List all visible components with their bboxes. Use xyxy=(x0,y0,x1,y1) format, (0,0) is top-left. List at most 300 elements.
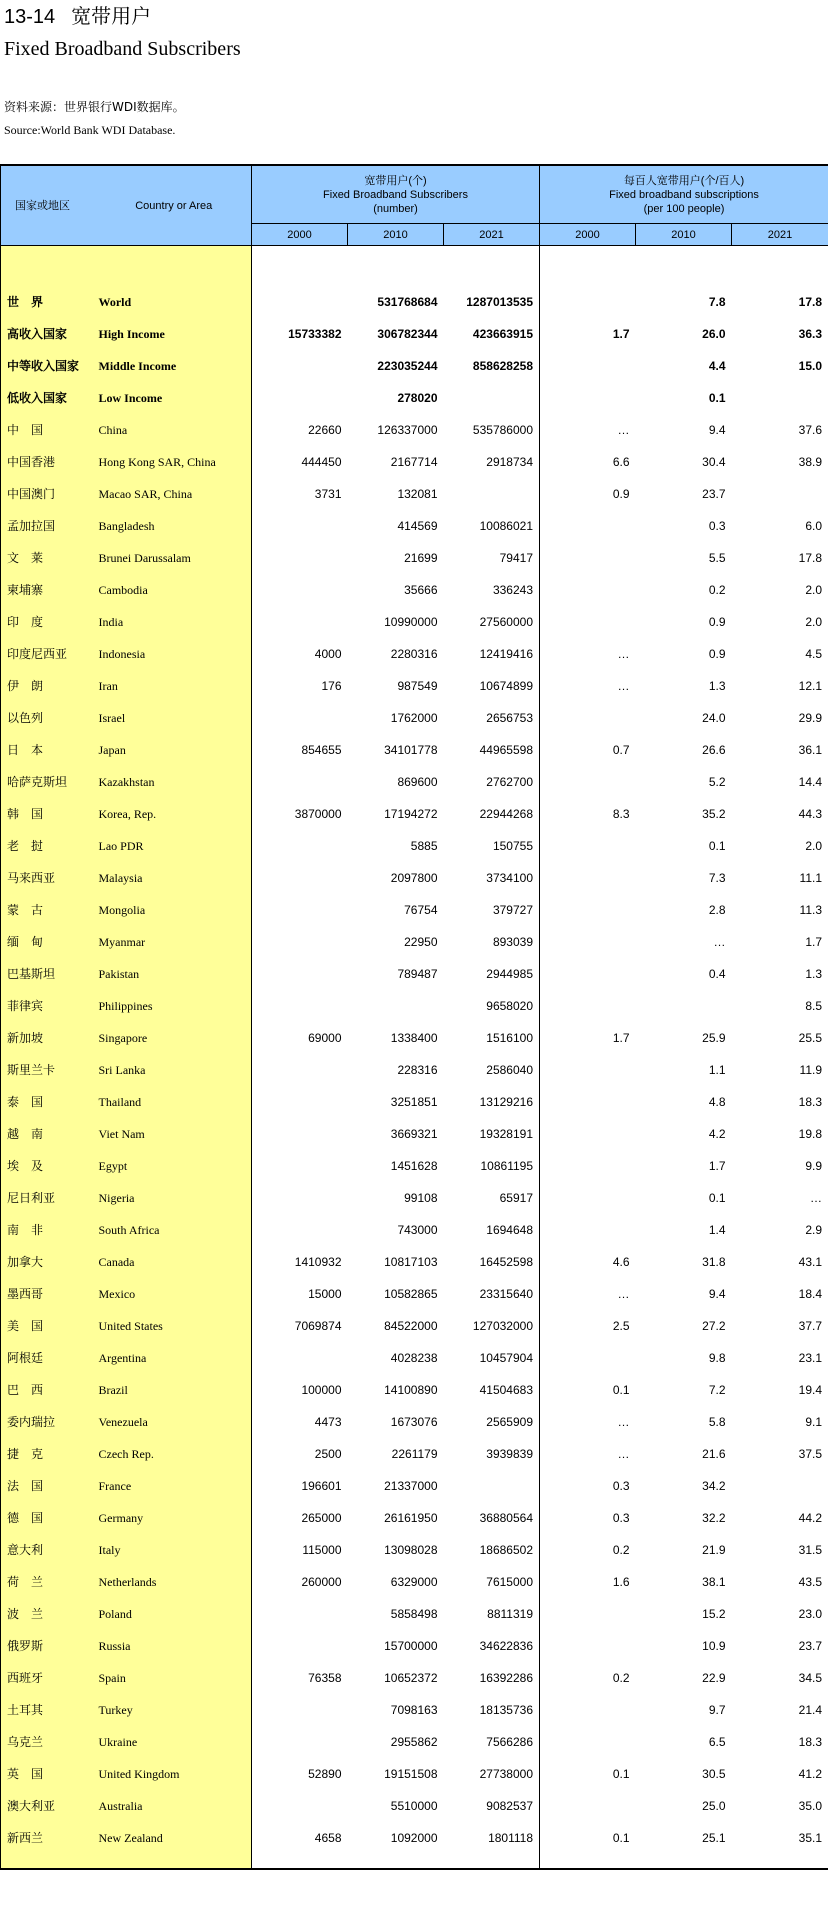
subscribers-value: 531768684 xyxy=(377,295,438,309)
country-name-cn: 以色列 xyxy=(1,702,97,734)
country-name-cn: 高收入国家 xyxy=(1,318,97,350)
subscribers-value: 1516100 xyxy=(444,1022,540,1054)
per-100-value: 0.1 xyxy=(612,1831,630,1845)
group2-unit: (per 100 people) xyxy=(643,202,725,215)
country-name-en: China xyxy=(97,414,252,446)
subscribers-value: 23315640 xyxy=(444,1278,540,1310)
subscribers-value: 76358 xyxy=(308,1671,342,1685)
per-100-value: 4.4 xyxy=(708,359,726,373)
country-name-en: Brazil xyxy=(97,1374,252,1406)
per-100-value: 0.2 xyxy=(612,1671,630,1685)
subscribers-value: 7615000 xyxy=(444,1566,540,1598)
per-100-value: 30.5 xyxy=(702,1767,726,1781)
per-100-value: 9.9 xyxy=(732,1150,828,1182)
end-cell xyxy=(540,1854,636,1869)
per-100-value: 2.0 xyxy=(732,574,828,606)
year-header: 2000 xyxy=(540,224,636,246)
subscribers-value xyxy=(252,350,348,382)
per-100-value: 25.5 xyxy=(732,1022,828,1054)
table-row xyxy=(1,1758,828,1790)
subscribers-value: 84522000 xyxy=(384,1319,438,1333)
per-100-value: 2.9 xyxy=(732,1214,828,1246)
end-cell xyxy=(348,1854,444,1869)
per-100-value: 11.9 xyxy=(732,1054,828,1086)
year-header: 2010 xyxy=(348,224,444,246)
subscribers-value: 1762000 xyxy=(390,711,438,725)
per-100-value: 27.2 xyxy=(702,1319,726,1333)
subscribers-value xyxy=(252,1118,348,1150)
country-name-cn: 哈萨克斯坦 xyxy=(1,766,97,798)
subscribers-value xyxy=(252,1598,348,1630)
broadband-table-container xyxy=(0,164,828,1870)
per-100-value xyxy=(540,1182,636,1214)
table-row xyxy=(1,1694,828,1726)
table-row xyxy=(1,958,828,990)
per-100-value xyxy=(732,478,828,510)
per-100-value: 25.0 xyxy=(702,1799,726,1813)
subscribers-value: 17194272 xyxy=(384,807,438,821)
subscribers-value: 2656753 xyxy=(444,702,540,734)
country-name-cn: 中等收入国家 xyxy=(1,350,97,382)
spacer-cell xyxy=(348,246,444,287)
subscribers-value: 99108 xyxy=(404,1191,438,1205)
subscribers-value: 7098163 xyxy=(390,1703,438,1717)
end-cell xyxy=(636,1854,732,1869)
subscribers-value: 41504683 xyxy=(444,1374,540,1406)
country-name-en: New Zealand xyxy=(97,1822,252,1854)
country-name-cn: 新加坡 xyxy=(1,1022,97,1054)
table-row xyxy=(1,734,828,766)
table-row xyxy=(1,606,828,638)
per-100-value: 37.5 xyxy=(732,1438,828,1470)
per-100-value: 0.9 xyxy=(708,615,726,629)
per-100-value: 7.3 xyxy=(708,871,726,885)
subscribers-value: 1694648 xyxy=(444,1214,540,1246)
per-100-value: 0.1 xyxy=(612,1383,630,1397)
subscribers-value: 65917 xyxy=(444,1182,540,1214)
per-100-value: 9.8 xyxy=(708,1351,726,1365)
subscribers-value: 10457904 xyxy=(444,1342,540,1374)
per-100-value xyxy=(540,542,636,574)
subscribers-value: 10861195 xyxy=(444,1150,540,1182)
per-100-value: 6.0 xyxy=(732,510,828,542)
per-100-value xyxy=(540,1694,636,1726)
country-name-en: Poland xyxy=(97,1598,252,1630)
table-number: 13-14 xyxy=(4,6,56,28)
table-title xyxy=(4,4,151,30)
table-row xyxy=(1,1086,828,1118)
table-row xyxy=(1,382,828,414)
subscribers-value: 9658020 xyxy=(444,990,540,1022)
table-row xyxy=(1,894,828,926)
per-100-value: 0.1 xyxy=(708,1191,726,1205)
per-100-value xyxy=(540,990,636,1022)
per-100-value: 25.9 xyxy=(702,1031,726,1045)
country-name-en: United States xyxy=(97,1310,252,1342)
subscribers-value xyxy=(252,606,348,638)
country-name-en: Russia xyxy=(97,1630,252,1662)
per-100-value: 1.6 xyxy=(612,1575,630,1589)
country-name-en: Myanmar xyxy=(97,926,252,958)
per-100-value: 19.8 xyxy=(732,1118,828,1150)
subscribers-value: 34622836 xyxy=(444,1630,540,1662)
per-100-value: 30.4 xyxy=(702,455,726,469)
subscribers-value: 22660 xyxy=(308,423,342,437)
group1-label-cn: 宽带用户(个) xyxy=(364,174,427,187)
table-row xyxy=(1,1150,828,1182)
subscribers-value xyxy=(252,766,348,798)
subscribers-value: 52890 xyxy=(308,1767,342,1781)
subscribers-value xyxy=(252,286,348,318)
subscribers-value xyxy=(444,1470,540,1502)
per-100-value: 14.4 xyxy=(732,766,828,798)
subscribers-value: 22950 xyxy=(404,935,438,949)
subscribers-value: 789487 xyxy=(397,967,438,981)
per-100-value: 22.9 xyxy=(702,1671,726,1685)
year-header: 2010 xyxy=(636,224,732,246)
end-cell xyxy=(1,1854,97,1869)
country-name-cn: 柬埔寨 xyxy=(1,574,97,606)
subscribers-value: 27738000 xyxy=(444,1758,540,1790)
subscribers-value: 69000 xyxy=(308,1031,342,1045)
subscribers-value: 16392286 xyxy=(444,1662,540,1694)
table-row xyxy=(1,766,828,798)
subscribers-value: 2167714 xyxy=(390,455,438,469)
table-row xyxy=(1,1662,828,1694)
subscribers-value: 3251851 xyxy=(390,1095,438,1109)
subscribers-value xyxy=(252,382,348,414)
per-100-value: 10.9 xyxy=(702,1639,726,1653)
per-100-value: 8.3 xyxy=(612,807,630,821)
subscribers-value: 26161950 xyxy=(384,1511,438,1525)
end-cell xyxy=(252,1854,348,1869)
subscribers-value xyxy=(252,1086,348,1118)
per-100-value: 26.6 xyxy=(702,743,726,757)
per-100-value: 21.6 xyxy=(702,1447,726,1461)
country-name-en: Bangladesh xyxy=(97,510,252,542)
table-row xyxy=(1,1726,828,1758)
per-100-value: 38.1 xyxy=(702,1575,726,1589)
country-name-cn: 越 南 xyxy=(1,1118,97,1150)
subscribers-value: 15000 xyxy=(308,1287,342,1301)
country-name-en: Viet Nam xyxy=(97,1118,252,1150)
country-name-en: Netherlands xyxy=(97,1566,252,1598)
per-100-value: 5.8 xyxy=(708,1415,726,1429)
subscribers-value: 126337000 xyxy=(377,423,438,437)
per-100-value: … xyxy=(617,423,630,437)
subscribers-value: 260000 xyxy=(301,1575,342,1589)
subscribers-value: 132081 xyxy=(397,487,438,501)
subscribers-value xyxy=(252,958,348,990)
country-name-cn: 中国香港 xyxy=(1,446,97,478)
per-100-value: 34.5 xyxy=(732,1662,828,1694)
subscribers-value: 423663915 xyxy=(444,318,540,350)
table-body xyxy=(1,246,828,1870)
per-100-value: 29.9 xyxy=(732,702,828,734)
per-100-value: 25.1 xyxy=(702,1831,726,1845)
country-name-cn: 印度尼西亚 xyxy=(1,638,97,670)
table-row xyxy=(1,830,828,862)
table-row xyxy=(1,286,828,318)
country-name-cn: 世 界 xyxy=(1,286,97,318)
per-100-value: 1.3 xyxy=(732,958,828,990)
per-100-value: 5.2 xyxy=(708,775,726,789)
table-row xyxy=(1,862,828,894)
country-name-cn: 埃 及 xyxy=(1,1150,97,1182)
subscribers-value: 3731 xyxy=(314,487,342,501)
subscribers-value: 15700000 xyxy=(384,1639,438,1653)
subscribers-value: 858628258 xyxy=(444,350,540,382)
country-name-cn: 新西兰 xyxy=(1,1822,97,1854)
subscribers-value xyxy=(252,1214,348,1246)
subscribers-value xyxy=(252,990,348,1022)
country-name-cn: 尼日利亚 xyxy=(1,1182,97,1214)
subscribers-value: 223035244 xyxy=(377,359,438,373)
country-name-en: Israel xyxy=(97,702,252,734)
subscribers-value: 336243 xyxy=(444,574,540,606)
per-100-value: 23.7 xyxy=(702,487,726,501)
subscribers-value: 1410932 xyxy=(294,1255,342,1269)
subscribers-value: 10990000 xyxy=(384,615,438,629)
per-100-value xyxy=(732,382,828,414)
per-100-value xyxy=(540,1150,636,1182)
per-100-value: 15.0 xyxy=(732,350,828,382)
per-100-value: 0.3 xyxy=(708,519,726,533)
subscribers-value: 2918734 xyxy=(444,446,540,478)
per-100-value: 1.7 xyxy=(708,1159,726,1173)
per-100-value: 1.1 xyxy=(708,1063,726,1077)
per-100-value: 37.7 xyxy=(732,1310,828,1342)
subscribers-value: 2261179 xyxy=(391,1447,438,1461)
subscribers-value: 22944268 xyxy=(444,798,540,830)
subscribers-value: 34101778 xyxy=(384,743,438,757)
per-100-value: 9.7 xyxy=(708,1703,726,1717)
subscribers-value: 854655 xyxy=(301,743,342,757)
subscribers-value: 13098028 xyxy=(384,1543,438,1557)
subscribers-value xyxy=(252,1630,348,1662)
subscribers-value: 100000 xyxy=(301,1383,342,1397)
country-name-en: France xyxy=(97,1470,252,1502)
per-100-value xyxy=(540,574,636,606)
subscribers-value: 15733382 xyxy=(288,327,342,341)
per-100-value: 21.4 xyxy=(732,1694,828,1726)
per-100-value: 9.4 xyxy=(708,423,726,437)
per-100-value: … xyxy=(617,647,630,661)
country-name-cn: 荷 兰 xyxy=(1,1566,97,1598)
per-100-value xyxy=(540,1054,636,1086)
subscribers-value xyxy=(252,830,348,862)
country-name-cn: 俄罗斯 xyxy=(1,1630,97,1662)
end-cell xyxy=(97,1854,252,1869)
per-100-value: 0.9 xyxy=(708,647,726,661)
country-name-cn: 委内瑞拉 xyxy=(1,1406,97,1438)
country-name-en: United Kingdom xyxy=(97,1758,252,1790)
country-name-en: Cambodia xyxy=(97,574,252,606)
country-name-en: Philippines xyxy=(97,990,252,1022)
country-name-cn: 韩 国 xyxy=(1,798,97,830)
per-100-value xyxy=(540,1214,636,1246)
subscribers-value: 19328191 xyxy=(444,1118,540,1150)
table-row xyxy=(1,510,828,542)
subscribers-value: 27560000 xyxy=(444,606,540,638)
per-100-value: 24.0 xyxy=(702,711,726,725)
country-name-cn: 老 挝 xyxy=(1,830,97,862)
subscribers-value: 2565909 xyxy=(444,1406,540,1438)
per-100-value: 43.5 xyxy=(732,1566,828,1598)
country-name-en: High Income xyxy=(97,318,252,350)
per-100-value: 41.2 xyxy=(732,1758,828,1790)
subscribers-value: 79417 xyxy=(444,542,540,574)
subscribers-value: 21337000 xyxy=(384,1479,438,1493)
per-100-value: 0.2 xyxy=(612,1543,630,1557)
year-header: 2000 xyxy=(252,224,348,246)
subscribers-value xyxy=(252,574,348,606)
per-100-value xyxy=(540,1118,636,1150)
subscribers-value: 176 xyxy=(321,679,342,693)
country-name-en: Canada xyxy=(97,1246,252,1278)
subscribers-value: 3939839 xyxy=(444,1438,540,1470)
table-row xyxy=(1,1470,828,1502)
per-100-value: 1.7 xyxy=(612,1031,630,1045)
per-100-value: 38.9 xyxy=(732,446,828,478)
table-row xyxy=(1,542,828,574)
table-row xyxy=(1,1310,828,1342)
per-100-value: 35.1 xyxy=(732,1822,828,1854)
per-100-value: 44.3 xyxy=(732,798,828,830)
table-row xyxy=(1,446,828,478)
country-name-en: Nigeria xyxy=(97,1182,252,1214)
subscribers-value: 4658 xyxy=(314,1831,342,1845)
country-name-cn: 泰 国 xyxy=(1,1086,97,1118)
country-name-cn: 英 国 xyxy=(1,1758,97,1790)
country-name-en: Australia xyxy=(97,1790,252,1822)
country-name-cn: 南 非 xyxy=(1,1214,97,1246)
country-name-en: Italy xyxy=(97,1534,252,1566)
subscribers-value: 3734100 xyxy=(444,862,540,894)
per-100-value: 18.4 xyxy=(732,1278,828,1310)
country-name-cn: 美 国 xyxy=(1,1310,97,1342)
col-header-country-cn: 国家或地区 xyxy=(1,165,97,246)
spacer-cell xyxy=(444,246,540,287)
per-100-value: … xyxy=(617,679,630,693)
country-name-en: Pakistan xyxy=(97,958,252,990)
subscribers-value: 18135736 xyxy=(444,1694,540,1726)
per-100-value xyxy=(540,1726,636,1758)
subscribers-value: 306782344 xyxy=(377,327,438,341)
country-name-cn: 捷 克 xyxy=(1,1438,97,1470)
per-100-value: 2.0 xyxy=(732,830,828,862)
country-name-cn: 意大利 xyxy=(1,1534,97,1566)
country-name-en: Japan xyxy=(97,734,252,766)
subscribers-value: 4028238 xyxy=(390,1351,438,1365)
country-name-en: Egypt xyxy=(97,1150,252,1182)
spacer-row xyxy=(1,246,828,287)
country-name-en: Iran xyxy=(97,670,252,702)
per-100-value: 6.6 xyxy=(612,455,630,469)
subscribers-value: 987549 xyxy=(397,679,438,693)
table-row xyxy=(1,1214,828,1246)
group2-label-cn: 每百人宽带用户(个/百人) xyxy=(623,174,745,187)
per-100-value: 5.5 xyxy=(708,551,726,565)
subscribers-value: 7566286 xyxy=(444,1726,540,1758)
table-row xyxy=(1,1630,828,1662)
subscribers-value: 2955862 xyxy=(390,1735,438,1749)
subscribers-value: 150755 xyxy=(444,830,540,862)
subscribers-value: 10817103 xyxy=(384,1255,438,1269)
subscribers-value: 265000 xyxy=(301,1511,342,1525)
per-100-value: 0.1 xyxy=(708,839,726,853)
per-100-value: 4.5 xyxy=(732,638,828,670)
per-100-value: 7.2 xyxy=(708,1383,726,1397)
table-end-row xyxy=(1,1854,828,1869)
country-name-cn: 日 本 xyxy=(1,734,97,766)
table-row xyxy=(1,1182,828,1214)
per-100-value xyxy=(732,1470,828,1502)
subscribers-value xyxy=(252,702,348,734)
subscribers-value: 3669321 xyxy=(390,1127,438,1141)
subscribers-value: 13129216 xyxy=(444,1086,540,1118)
per-100-value: 37.6 xyxy=(732,414,828,446)
country-name-cn: 墨西哥 xyxy=(1,1278,97,1310)
table-row xyxy=(1,1438,828,1470)
broadband-table xyxy=(0,164,828,1870)
subscribers-value: 76754 xyxy=(404,903,438,917)
per-100-value: 1.3 xyxy=(708,679,726,693)
subscribers-value: 444450 xyxy=(301,455,342,469)
end-cell xyxy=(444,1854,540,1869)
subscribers-value: 4473 xyxy=(314,1415,342,1429)
per-100-value: 15.2 xyxy=(702,1607,726,1621)
subscribers-value: 893039 xyxy=(444,926,540,958)
per-100-value: 6.5 xyxy=(708,1735,726,1749)
subscribers-value: 1092000 xyxy=(390,1831,438,1845)
subscribers-value: 1287013535 xyxy=(444,286,540,318)
table-row xyxy=(1,1054,828,1086)
country-name-en: Singapore xyxy=(97,1022,252,1054)
per-100-value xyxy=(540,894,636,926)
country-name-en: Indonesia xyxy=(97,638,252,670)
subscribers-value xyxy=(252,894,348,926)
group1-label-en: Fixed Broadband Subscribers xyxy=(323,188,468,201)
per-100-value xyxy=(540,926,636,958)
per-100-value: 18.3 xyxy=(732,1726,828,1758)
year-header: 2021 xyxy=(732,224,828,246)
subscribers-value: 5885 xyxy=(410,839,438,853)
subscribers-value xyxy=(252,1694,348,1726)
per-100-value xyxy=(636,990,732,1022)
table-row xyxy=(1,990,828,1022)
country-name-cn: 法 国 xyxy=(1,1470,97,1502)
table-row xyxy=(1,1822,828,1854)
country-name-cn: 孟加拉国 xyxy=(1,510,97,542)
table-header xyxy=(1,165,828,246)
per-100-value: 32.2 xyxy=(702,1511,726,1525)
subscribers-value: 19151508 xyxy=(384,1767,438,1781)
subscribers-value: 1673076 xyxy=(390,1415,438,1429)
subscribers-value: 414569 xyxy=(397,519,438,533)
subscribers-value xyxy=(252,1342,348,1374)
country-name-en: Mongolia xyxy=(97,894,252,926)
title-cn: 宽带用户 xyxy=(71,6,152,28)
country-name-en: Brunei Darussalam xyxy=(97,542,252,574)
subscribers-value xyxy=(444,478,540,510)
per-100-value xyxy=(540,1086,636,1118)
country-name-en: Middle Income xyxy=(97,350,252,382)
per-100-value: 0.3 xyxy=(612,1511,630,1525)
subscribers-value: 10086021 xyxy=(444,510,540,542)
subscribers-value: 4000 xyxy=(314,647,342,661)
subscribers-value xyxy=(252,1790,348,1822)
